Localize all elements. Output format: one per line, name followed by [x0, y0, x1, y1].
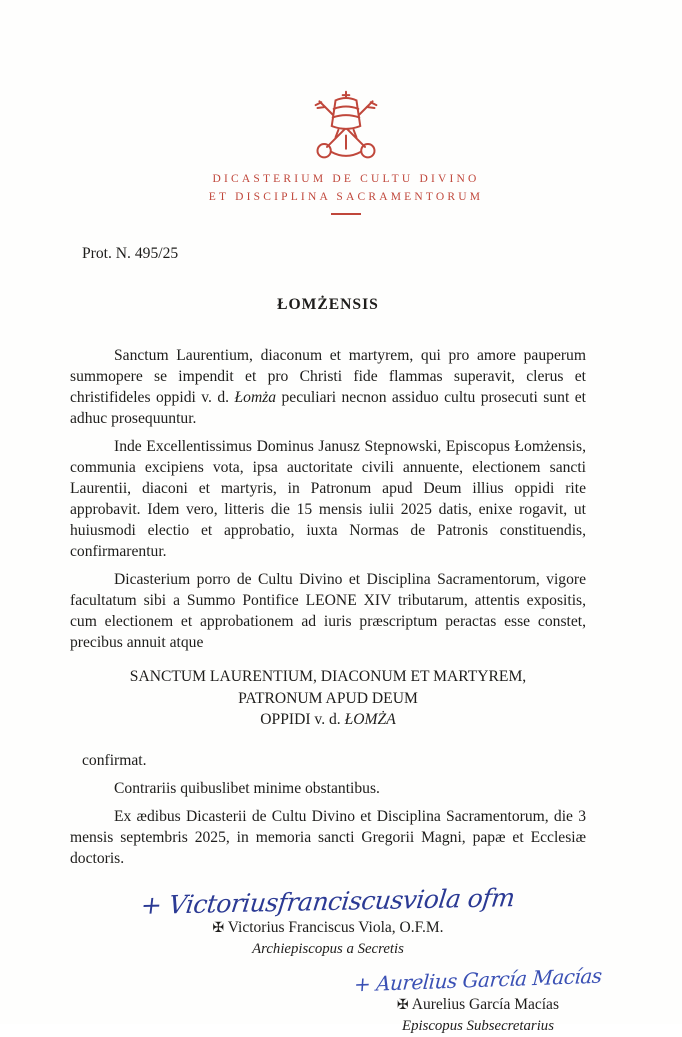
proclamation-line1: SANCTUM LAURENTIUM, DIACONUM ET MARTYREM, — [129, 668, 527, 685]
handwritten-signature-macias: + Aurelius García Macías — [353, 963, 603, 996]
protocol-number: Prot. N. 495/25 — [82, 245, 179, 262]
closing-paragraph: Ex ædibus Dicasterii de Cultu Divino et Disciplina Sacramentorum, die 3 mensis septembris 2025, in memoria sancti Gregorii Magni, papæ et Ecclesiæ doctoris. — [70, 807, 586, 867]
proclamation-line3-placename: ŁOMŻA — [344, 711, 396, 728]
proclamation-line2: PATRONUM APUD DEUM — [238, 689, 418, 707]
paragraph-1-text: Sanctum Laurentium, diaconum et martyrem, qui pro amore pauperum summopere se impendit et pro Christi fide flammas superavit, clerus et christifideles oppidi v. d. — [70, 347, 586, 406]
contrariis-line: Contrariis quibuslibet minime obstantibus. — [114, 779, 380, 797]
org-name-line1: DICASTERIUM DE CULTU DIVINO — [212, 173, 480, 185]
signatory-name-macias-text: Aurelius García Macías — [411, 995, 559, 1013]
paragraph-1-placename: Łomża — [234, 389, 277, 406]
signatory-name-viola — [70, 917, 586, 939]
proclamation-block — [70, 666, 586, 731]
paragraph-1 — [70, 345, 586, 429]
vatican-crest-icon — [302, 88, 390, 164]
proclamation-line3 — [70, 709, 586, 731]
paragraph-1-text-cont: peculiari necnon assiduo cultu prosecuti sunt et adhuc prosequuntur. — [70, 389, 586, 427]
signatory-role-macias: Episcopus Subsecretarius — [402, 1017, 554, 1034]
confirmat-line: confirmat. — [82, 751, 147, 769]
document-body — [0, 243, 682, 1037]
signatory-name-viola-text: Victorius Franciscus Viola, O.F.M. — [227, 918, 444, 936]
signatory-role-viola: Archiepiscopus a Secretis — [252, 940, 404, 957]
signatory-name-macias — [328, 994, 628, 1016]
paragraph-3: Dicasterium porro de Cultu Divino et Disciplina Sacramentorum, vigore facultatum sibi a Summo Pontifice LEONE XIV tributarum, attentis expositis, cum electionem et approbationem ad iuris præscriptum peractas esse constet, precibus annuit atque — [70, 571, 586, 651]
header-divider — [331, 213, 361, 215]
handwritten-signature-viola: + Victoriusfranciscusviola ofm — [139, 882, 517, 920]
decree-title: ŁOMŻENSIS — [277, 296, 379, 313]
proclamation-line3-text: OPPIDI v. d. — [260, 711, 345, 728]
org-name-line2: ET DISCIPLINA SACRAMENTORUM — [208, 191, 484, 203]
paragraph-2: Inde Excellentissimus Dominus Janusz Stepnowski, Episcopus Łomżensis, communia excipiens vota, ipsa auctoritate civili annuente, electionem sancti Laurentii, diaconi et martyris, in Patronum apud Deum illius oppidi rite approbavit. Idem vero, litteris die 15 mensis iulii 2025 datis, enixe rogavit, ut huiusmodi electio et approbatio, iuxta Normas de Patronis constituendis, confirmarentur. — [70, 438, 586, 560]
maltese-cross-icon: ✠ — [397, 996, 409, 1013]
maltese-cross-icon: ✠ — [212, 919, 225, 936]
signature-block-secretary — [70, 882, 586, 960]
signature-block-subsecretary — [328, 963, 628, 1037]
letterhead — [10, 0, 682, 215]
